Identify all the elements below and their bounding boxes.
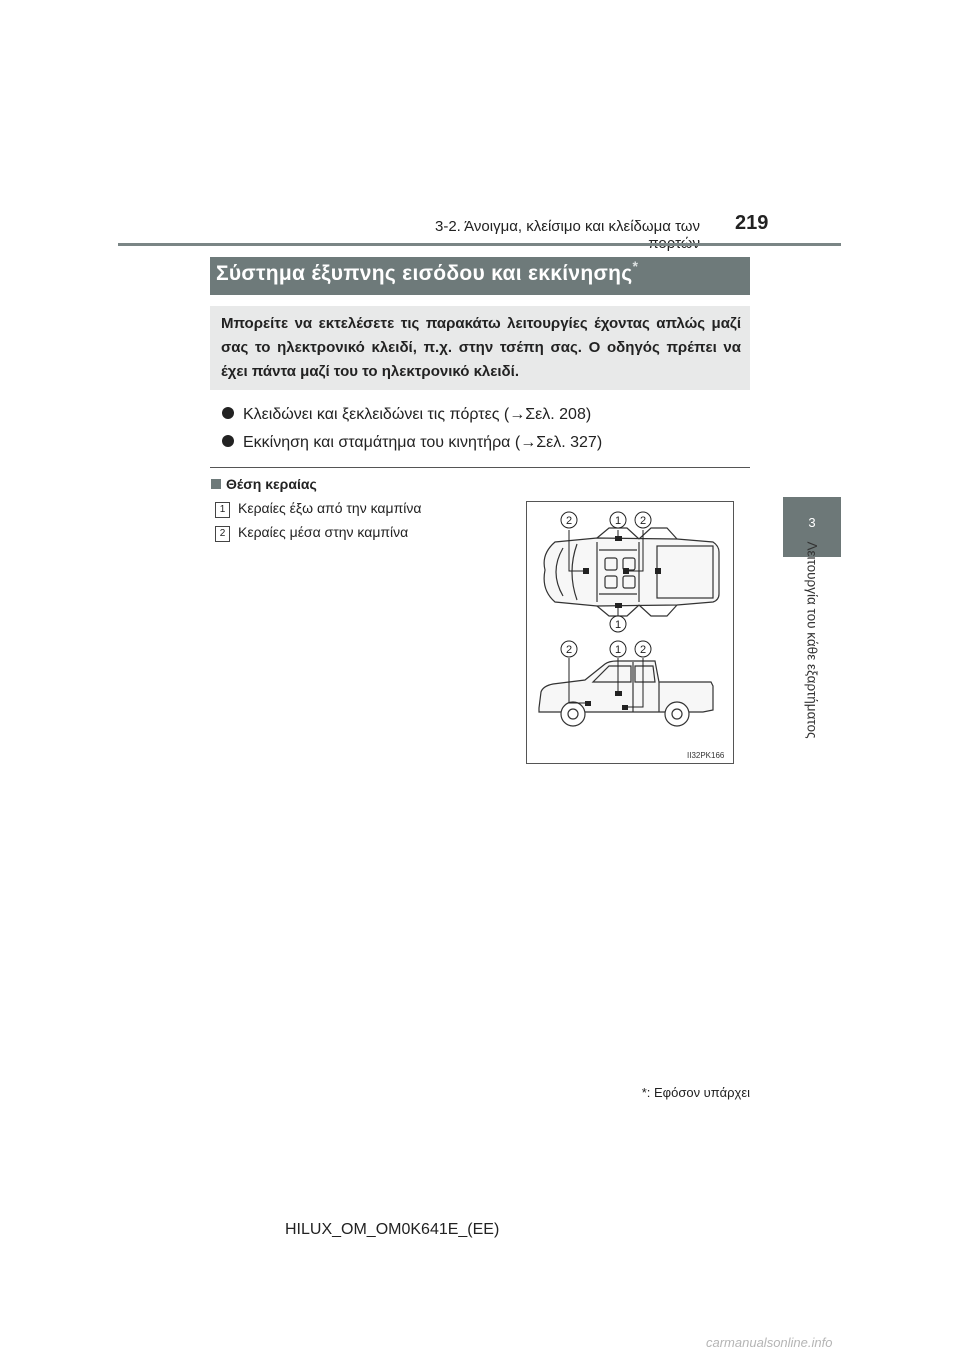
- footnote: [600, 1085, 750, 1100]
- chapter-tab-label: Λειτουργία του κάθε εξαρτήματος: [804, 541, 820, 739]
- footnote-marker: *: [641, 1085, 647, 1100]
- callout-label: 2: [639, 644, 647, 656]
- callout-label: 1: [614, 619, 622, 631]
- watermark: carmanualsonline.info: [706, 1335, 833, 1350]
- legend-text: Κεραίες μέσα στην καμπίνα: [238, 524, 409, 540]
- chapter-tab-number: 3: [808, 515, 816, 530]
- page-number: 219: [735, 212, 769, 234]
- legend-text: Κεραίες έξω από την καμπίνα: [238, 500, 422, 516]
- footnote-text: : Εφόσον υπάρχει: [646, 1085, 750, 1100]
- section-divider: [210, 467, 750, 468]
- document-code: HILUX_OM_OM0K641E_(EE): [285, 1221, 500, 1238]
- bullet-item: [222, 406, 591, 424]
- legend-number: 1: [215, 502, 230, 518]
- bullet-dot-icon: [222, 435, 234, 447]
- legend-item: [215, 500, 421, 518]
- page-title-text: Σύστημα έξυπνης εισόδου και εκκίνησης: [216, 262, 633, 285]
- bullet-item: [222, 434, 602, 452]
- callout-label: 2: [565, 644, 573, 656]
- bullet-text: Εκκίνηση και σταμάτημα του κινητήρα (→Σελ. 327): [243, 434, 603, 451]
- header-divider: [118, 243, 841, 246]
- bullet-dot-icon: [222, 407, 234, 419]
- callout-label: 2: [639, 515, 647, 527]
- legend-item: [215, 524, 408, 542]
- callout-label: 2: [565, 515, 573, 527]
- section-heading: [211, 476, 317, 492]
- legend-number: 2: [215, 526, 230, 542]
- page-title: [216, 258, 639, 286]
- truck-side-view: [539, 661, 713, 726]
- truck-top-view: [544, 528, 719, 616]
- vehicle-illustration: [527, 502, 733, 763]
- callout-label: 1: [614, 515, 622, 527]
- bullet-text: Κλειδώνει και ξεκλειδώνει τις πόρτες (→Σελ. 208): [243, 406, 592, 423]
- side-view-callouts: [561, 641, 651, 657]
- header-section-title: 3-2. Άνοιγμα, κλείσιμο και κλείδωμα των: [435, 218, 700, 235]
- callout-label: 1: [614, 644, 622, 656]
- intro-text: Μπορείτε να εκτελέσετε τις παρακάτω λειτουργίες έχοντας απλώς μαζί σας το ηλεκτρονικό κλειδί, π.χ. στην τσέπη σας. Ο οδηγός πρέπει να έχει πάντα μαζί του το ηλεκτρονικό κλειδί.: [221, 315, 741, 380]
- section-heading-text: Θέση κεραίας: [226, 476, 317, 492]
- title-asterisk: *: [632, 258, 639, 274]
- square-bullet-icon: [211, 479, 221, 489]
- figure-code: II32PK166: [687, 751, 725, 760]
- antenna-location-figure: [526, 501, 734, 764]
